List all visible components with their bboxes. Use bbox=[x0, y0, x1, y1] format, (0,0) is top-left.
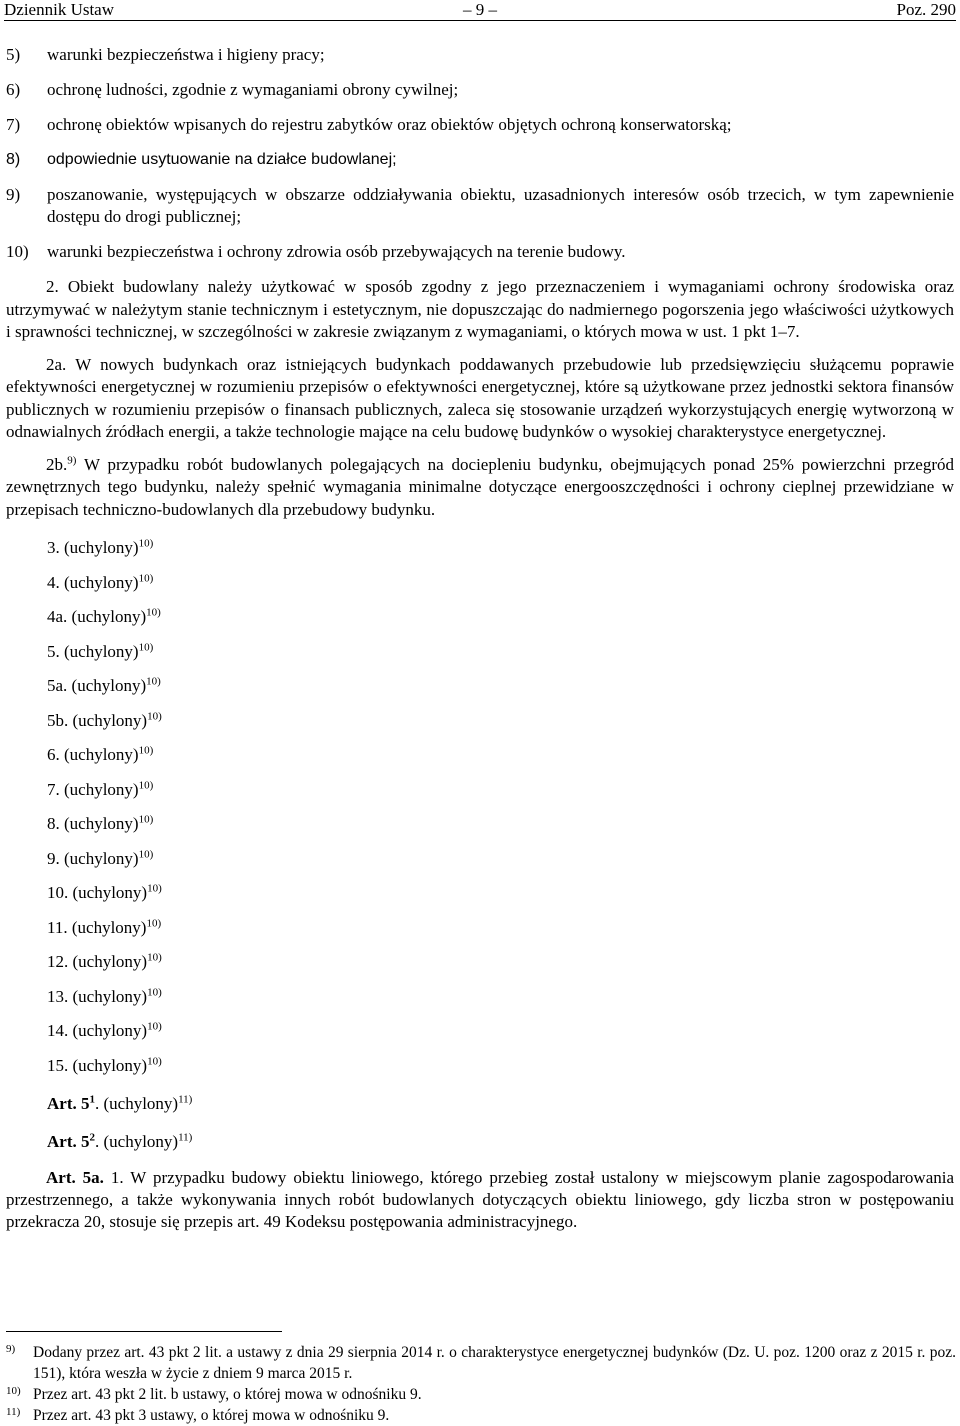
repealed-item: 8. (uchylony)$^{10)}$ bbox=[47, 813, 154, 833]
item-number: 6) bbox=[6, 80, 21, 99]
footnote-mark: 11) bbox=[6, 1406, 21, 1418]
paragraph-2 bbox=[6, 276, 954, 344]
item-text: poszanowanie, występujących w obszarze oddziaływania obiektu, uzasadnionych interesów osób trzecich, w tym zapewnienie dostępu do drogi publicznej; bbox=[47, 185, 954, 226]
footnote-ref[interactable]: 10) bbox=[147, 985, 162, 998]
paragraph-2a bbox=[6, 354, 954, 444]
footnote-separator bbox=[6, 1331, 282, 1332]
footnote-mark: 10) bbox=[6, 1385, 21, 1397]
footnote-ref[interactable]: 10) bbox=[146, 606, 161, 619]
footnote-ref[interactable]: 10) bbox=[147, 951, 162, 964]
item-number: 8) bbox=[6, 151, 21, 168]
footnotes bbox=[6, 1342, 956, 1426]
paragraph-text: W przypadku robót budowlanych polegających na dociepleniu budynku, obejmujących ponad 25% powierzchni przegród zewnętrznych tego budynku, należy spełnić wymagania minimalne dotyczące energooszczędności i ochrony cieplnej przewidziane w przepisach techniczno-budowlanych dla przebudowy budynku. bbox=[6, 454, 954, 519]
footnote-ref[interactable]: 11) bbox=[178, 1092, 193, 1105]
footnote-text: Dodany przez art. 43 pkt 2 lit. a ustawy z dnia 29 sierpnia 2014 r. o charakterystyce energetycznej budynków (Dz. U. poz. 1200 oraz z 2015 r. poz. 151), która weszła w życie z dniem 9 marca 2015 r. bbox=[33, 1344, 956, 1382]
item-text: warunki bezpieczeństwa i higieny pracy; bbox=[47, 45, 325, 64]
item-text: ochronę obiektów wpisanych do rejestru zabytków oraz obiektów objętych ochroną konserwatorską; bbox=[47, 115, 732, 134]
document-body bbox=[6, 44, 954, 1233]
footnote-ref[interactable]: 9) bbox=[67, 453, 77, 466]
footnote-ref[interactable]: 11) bbox=[178, 1130, 193, 1143]
repealed-item: 15. (uchylony)$^{10)}$ bbox=[47, 1054, 162, 1075]
footnote-text: Przez art. 43 pkt 2 lit. b ustawy, o której mowa w odnośniku 9. bbox=[33, 1386, 422, 1403]
repealed-item: 4a. (uchylony)$^{10)}$ bbox=[47, 606, 161, 626]
page-header bbox=[4, 0, 956, 21]
article-5-2: Art. $5^2$. (uchylony)$^{11)}$ bbox=[47, 1130, 193, 1151]
article-5-1: Art. $5^1$. (uchylony)$^{11)}$ bbox=[47, 1092, 193, 1113]
item-text: warunki bezpieczeństwa i ochrony zdrowia osób przebywających na terenie budowy. bbox=[47, 242, 626, 261]
footnote-ref[interactable]: 10) bbox=[138, 537, 154, 550]
list-item bbox=[6, 44, 954, 66]
paragraph-text: Obiekt budowlany należy użytkować w sposób zgodny z jego przeznaczeniem i wymaganiami ochrony środowiska oraz utrzymywać w należytym stanie technicznym i estetycznym, nie dopuszczając do nadmiernego pogorszenia jego właściwości użytkowych i sprawności technicznej, w szczególności w zakresie związanym z wymaganiami, o których mowa w ust. 1 pkt 1–7. bbox=[6, 277, 954, 341]
paragraph-label: 2b. bbox=[46, 454, 68, 474]
article-label: Art. 5a. bbox=[46, 1167, 104, 1187]
footnote-ref[interactable]: 10) bbox=[147, 1054, 162, 1067]
footnote-ref[interactable]: 10) bbox=[146, 916, 162, 929]
article-5a bbox=[6, 1167, 954, 1233]
item-number: 5) bbox=[6, 45, 21, 64]
paragraph-label: 2a. bbox=[46, 354, 67, 374]
paragraph-text: W nowych budynkach oraz istniejących budynkach poddawanych przebudowie lub przedsięwzięciu służącemu poprawie efektywności energetycznej w rozumieniu przepisów o efektywności energetycznej, które są użytkowane przez jednostki sektora finansów publicznych w rozumieniu przepisów o finansach publicznych, zaleca się stosowanie urządzeń wykorzystujących energię wytworzoną w odnawialnych źródłach energii, a także technologie mające na celu budowę budynków o wysokiej charakterystyce energetycznej. bbox=[6, 354, 955, 441]
repealed-item: 14. (uchylony)$^{10)}$ bbox=[47, 1020, 162, 1040]
footnote-ref[interactable]: 10) bbox=[138, 813, 154, 826]
journal-title: Dziennik Ustaw bbox=[4, 0, 115, 19]
repealed-item: 5b. (uchylony)$^{10)}$ bbox=[47, 709, 162, 730]
repealed-item: 6. (uchylony)$^{10)}$ bbox=[47, 744, 154, 764]
list-item bbox=[6, 241, 954, 263]
footnote bbox=[6, 1405, 956, 1426]
item-number: 10) bbox=[6, 242, 29, 261]
repealed-item: 7. (uchylony)$^{10)}$ bbox=[47, 778, 154, 799]
list-item bbox=[6, 79, 954, 101]
footnote-text: Przez art. 43 pkt 3 ustawy, o której mowa w odnośniku 9. bbox=[33, 1407, 390, 1424]
article-label: Art. $5^1$ bbox=[47, 1092, 95, 1113]
article-text: 1. W przypadku budowy obiektu liniowego, którego przebieg został ustalony w miejscowym planie zagospodarowania przestrzennego, a także wykonywania innych robót budowlanych dotyczących obiektu liniowego, gdy liczba stron w postępowaniu przekracza 20, stosuje się przepis art. 49 Kodeksu postępowania administracyjnego. bbox=[6, 1167, 955, 1231]
article-label: Art. $5^2$ bbox=[47, 1130, 95, 1151]
paragraph-2b bbox=[6, 454, 954, 522]
footnote-ref[interactable]: 10) bbox=[146, 675, 161, 688]
paragraph-label: 2. bbox=[46, 277, 59, 296]
footnote-ref[interactable]: 10) bbox=[147, 882, 162, 895]
repealed-item: 10. (uchylony)$^{10)}$ bbox=[47, 882, 162, 902]
footnote-ref[interactable]: 10) bbox=[138, 640, 154, 653]
repealed-item: 5. (uchylony)$^{10)}$ bbox=[47, 640, 154, 661]
footnote-ref[interactable]: 10) bbox=[138, 778, 154, 791]
item-number: 9) bbox=[6, 185, 21, 204]
item-text: odpowiednie usytuowanie na działce budowlanej; bbox=[47, 151, 397, 168]
list-item bbox=[6, 184, 954, 228]
footnote-ref[interactable]: 10) bbox=[147, 1020, 162, 1033]
page-number: – 9 – bbox=[463, 0, 497, 19]
item-text: ochronę ludności, zgodnie z wymaganiami obrony cywilnej; bbox=[47, 80, 459, 99]
item-number: 7) bbox=[6, 115, 21, 134]
footnote-ref[interactable]: 10) bbox=[147, 709, 162, 722]
footnote-ref[interactable]: 10) bbox=[138, 847, 154, 860]
repealed-item: 4. (uchylony)$^{10)}$ bbox=[47, 571, 154, 592]
repealed-item: 13. (uchylony)$^{10)}$ bbox=[47, 985, 162, 1006]
footnote bbox=[6, 1384, 956, 1405]
position-number: Poz. 290 bbox=[896, 0, 956, 19]
repealed-item: 11. (uchylony)$^{10)}$ bbox=[47, 916, 162, 937]
footnote-ref[interactable]: 10) bbox=[138, 571, 154, 584]
repealed-list bbox=[6, 537, 954, 1077]
requirements-list bbox=[6, 44, 954, 263]
repealed-item: 5a. (uchylony)$^{10)}$ bbox=[47, 675, 161, 695]
repealed-item: 9. (uchylony)$^{10)}$ bbox=[47, 847, 154, 868]
list-item bbox=[6, 149, 954, 171]
footnote-mark: 9) bbox=[6, 1343, 16, 1355]
repealed-item: 12. (uchylony)$^{10)}$ bbox=[47, 951, 162, 971]
list-item bbox=[6, 114, 954, 136]
footnote-ref[interactable]: 10) bbox=[138, 744, 154, 757]
footnote bbox=[6, 1342, 956, 1384]
repealed-item: 3. (uchylony)$^{10)}$ bbox=[47, 537, 154, 557]
